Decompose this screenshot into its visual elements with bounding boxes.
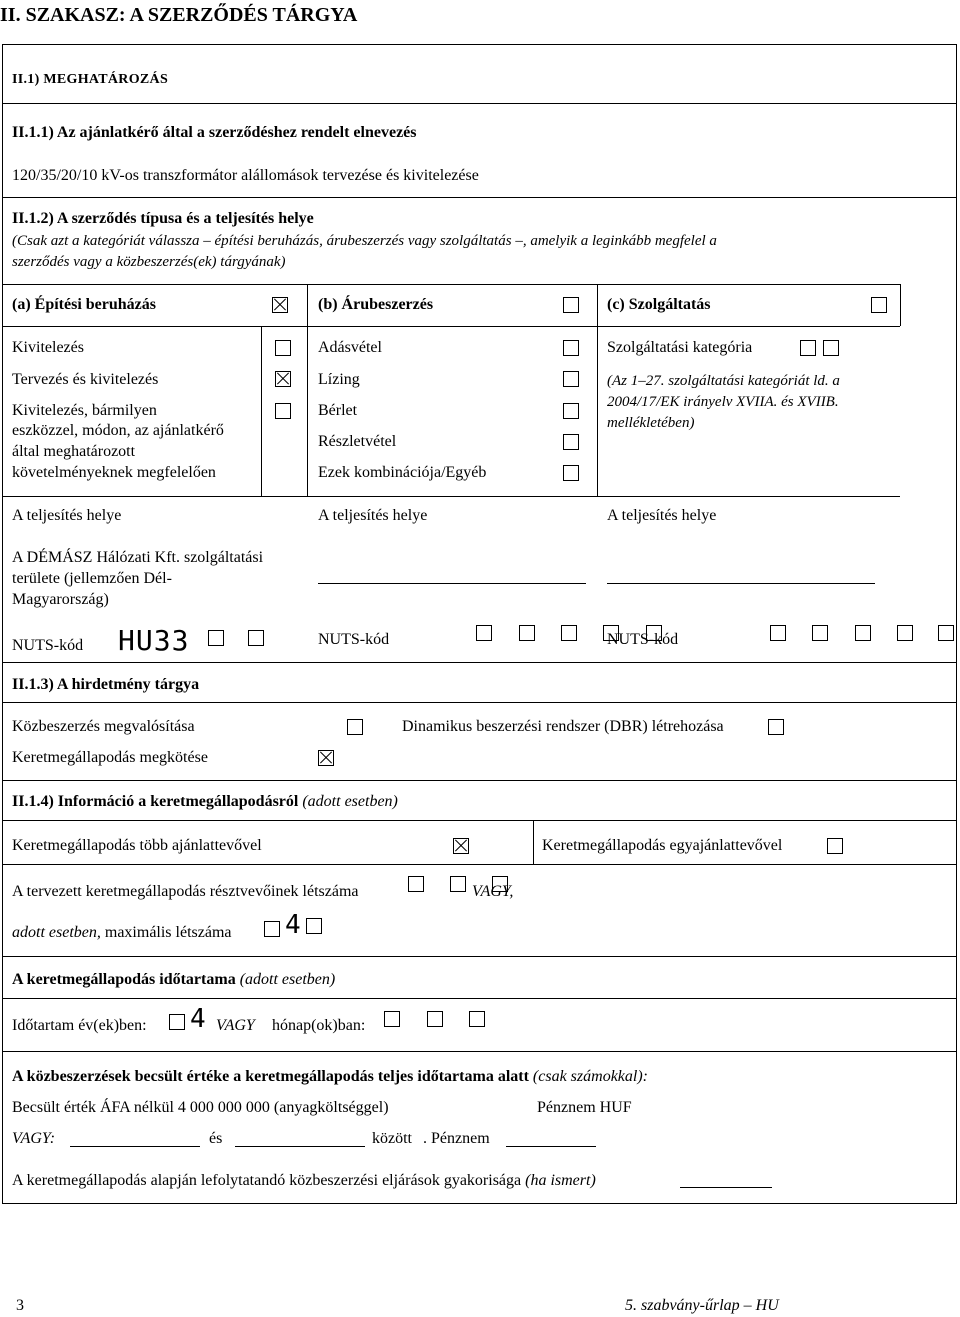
nuts-box[interactable] <box>770 625 786 641</box>
checkbox-works-checked[interactable] <box>272 297 288 313</box>
checkbox-dps[interactable] <box>768 719 784 735</box>
duration-box[interactable] <box>427 1011 443 1027</box>
divider <box>2 1051 957 1052</box>
max-box[interactable] <box>306 918 322 934</box>
range-to-input[interactable] <box>235 1146 365 1147</box>
duration-months-label: hónap(ok)ban: <box>272 1017 366 1034</box>
service-note-line: 2004/17/EK irányelv XVIIA. és XVIIB. <box>607 394 839 410</box>
divider <box>2 956 957 957</box>
supplies-item: Részletvétel <box>318 433 397 450</box>
checkbox-public-contract[interactable] <box>347 719 363 735</box>
service-category-box[interactable] <box>800 340 816 356</box>
frequency <box>12 1172 596 1190</box>
divider <box>2 820 957 821</box>
currency: Pénznem HUF <box>537 1099 632 1116</box>
col-b-title: (b) Árubeszerzés <box>318 296 434 313</box>
service-note-line: mellékletében) <box>607 415 695 431</box>
divider <box>2 103 957 104</box>
max-label: maximális létszáma <box>100 924 232 941</box>
max-box[interactable] <box>264 921 280 937</box>
section-title: II. SZAKASZ: A SZERZŐDÉS TÁRGYA <box>0 4 358 26</box>
supplies-item: Ezek kombinációja/Egyéb <box>318 464 487 481</box>
grid-line <box>307 284 308 496</box>
grid-line <box>261 326 262 496</box>
max-value: 4 <box>285 910 301 940</box>
nuts-box[interactable] <box>897 625 913 641</box>
duration-box[interactable] <box>384 1011 400 1027</box>
framework-single-label: Keretmegállapodás egyajánlattevővel <box>542 837 783 854</box>
divider <box>2 197 957 198</box>
place-label: A teljesítés helye <box>12 507 122 524</box>
supplies-item: Adásvétel <box>318 339 382 356</box>
checkbox-single[interactable] <box>827 838 843 854</box>
s114-heading-italic: (adott esetben) <box>298 793 398 810</box>
divider <box>2 780 957 781</box>
divider <box>2 662 957 663</box>
s113-heading: II.1.3) A hirdetmény tárgya <box>12 676 200 693</box>
range-from-input[interactable] <box>70 1146 200 1147</box>
nuts-box[interactable] <box>248 630 264 646</box>
grid-line <box>900 284 901 326</box>
nuts-label: NUTS-kód <box>12 637 84 654</box>
grid-line <box>533 820 534 864</box>
checkbox-lease[interactable] <box>563 371 579 387</box>
s111-value: 120/35/20/10 kV-os transzformátor alállomások tervezése és kivitelezése <box>12 167 479 184</box>
participants-box[interactable] <box>408 876 424 892</box>
checkbox-execution-any-means[interactable] <box>275 403 291 419</box>
col-a-title: (a) Építési beruházás <box>12 296 156 313</box>
value-heading <box>12 1068 648 1086</box>
place-input-line[interactable] <box>318 583 586 584</box>
page-number: 3 <box>16 1297 24 1314</box>
subsection-title: II.1) MEGHATÁROZÁS <box>12 72 169 87</box>
duration-or: VAGY <box>216 1017 255 1034</box>
range-currency: . Pénznem <box>423 1130 490 1147</box>
supplies-item: Lízing <box>318 371 360 388</box>
nuts-box[interactable] <box>519 625 535 641</box>
works-item-line: által meghatározott <box>12 443 136 460</box>
place-value-line: A DÉMÁSZ Hálózati Kft. szolgáltatási <box>12 549 264 566</box>
nuts-box[interactable] <box>938 625 954 641</box>
grid-line <box>2 284 900 285</box>
place-value-line: területe (jellemzően Dél- <box>12 570 172 587</box>
participants-box[interactable] <box>450 876 466 892</box>
notice-option: Közbeszerzés megvalósítása <box>12 718 195 735</box>
service-note-line: (Az 1–27. szolgáltatási kategóriát ld. a <box>607 373 840 389</box>
nuts-box[interactable] <box>812 625 828 641</box>
frequency-input[interactable] <box>680 1187 772 1188</box>
grid-line <box>2 496 900 497</box>
checkbox-rental[interactable] <box>563 403 579 419</box>
divider <box>2 998 957 999</box>
place-label: A teljesítés helye <box>607 507 717 524</box>
duration-heading-bold: A keretmegállapodás időtartama <box>12 971 236 988</box>
works-item: Tervezés és kivitelezés <box>12 371 159 388</box>
checkbox-services[interactable] <box>871 297 887 313</box>
s114-heading-bold: II.1.4) Információ a keretmegállapodásról <box>12 793 299 810</box>
supplies-item: Bérlet <box>318 402 358 419</box>
s114-heading <box>12 793 398 811</box>
place-label: A teljesítés helye <box>318 507 428 524</box>
duration-years-value: 4 <box>190 1004 206 1034</box>
range-currency-input[interactable] <box>506 1146 596 1147</box>
col-c-title: (c) Szolgáltatás <box>607 296 711 313</box>
max-participants <box>12 924 232 942</box>
duration-years-label: Időtartam év(ek)ben: <box>12 1017 147 1034</box>
nuts-value: HU33 <box>118 624 190 657</box>
s112-heading: II.1.2) A szerződés típusa és a teljesítés helye <box>12 210 314 227</box>
participants-label: A tervezett keretmegállapodás résztvevőinek létszáma <box>12 883 359 900</box>
participants-or: VAGY, <box>472 883 514 900</box>
duration-heading-italic: (adott esetben) <box>235 971 336 988</box>
notice-option: Dinamikus beszerzési rendszer (DBR) létrehozása <box>402 718 724 735</box>
grid-line <box>597 284 598 496</box>
divider <box>2 864 957 865</box>
grid-line <box>2 326 900 327</box>
checkbox-purchase[interactable] <box>563 340 579 356</box>
value-heading-italic: (csak számokkal): <box>528 1068 648 1085</box>
value-heading-bold: A közbeszerzések becsült értéke a keretmegállapodás teljes időtartama alatt <box>12 1068 529 1085</box>
nuts-box[interactable] <box>208 630 224 646</box>
max-italic: adott esetben, <box>12 924 101 941</box>
range-and: és <box>209 1130 223 1147</box>
framework-multi-label: Keretmegállapodás több ajánlattevővel <box>12 837 262 854</box>
range-between: között <box>372 1130 412 1147</box>
checkbox-multi-checked[interactable] <box>453 838 469 854</box>
nuts-box[interactable] <box>561 625 577 641</box>
service-category-box[interactable] <box>823 340 839 356</box>
s112-note: szerződés vagy a közbeszerzés(ek) tárgyának) <box>12 254 286 270</box>
service-category-label: Szolgáltatási kategória <box>607 339 753 356</box>
form-name: 5. szabvány-űrlap – HU <box>625 1297 779 1314</box>
nuts-label: NUTS-kód <box>607 631 679 648</box>
works-item: Kivitelezés <box>12 339 84 356</box>
frequency-italic: (ha ismert) <box>521 1172 596 1189</box>
frequency-label: A keretmegállapodás alapján lefolytatandó közbeszerzési eljárások gyakorisága <box>12 1172 522 1189</box>
checkbox-hire-purchase[interactable] <box>563 434 579 450</box>
nuts-box[interactable] <box>476 625 492 641</box>
nuts-box[interactable] <box>855 625 871 641</box>
checkbox-design-execution-checked[interactable] <box>275 371 291 387</box>
duration-box[interactable] <box>469 1011 485 1027</box>
checkbox-framework-checked[interactable] <box>318 750 334 766</box>
works-item-line: Kivitelezés, bármilyen <box>12 402 157 419</box>
s111-heading: II.1.1) Az ajánlatkérő által a szerződéshez rendelt elnevezés <box>12 124 417 141</box>
works-item-line: követelményeknek megfelelően <box>12 464 216 481</box>
place-input-line[interactable] <box>607 583 875 584</box>
divider <box>2 702 957 703</box>
checkbox-supplies[interactable] <box>563 297 579 313</box>
checkbox-execution[interactable] <box>275 340 291 356</box>
range-or: VAGY: <box>12 1130 56 1147</box>
notice-option: Keretmegállapodás megkötése <box>12 749 208 766</box>
works-item-line: eszközzel, módon, az ajánlatkérő <box>12 422 224 439</box>
duration-box[interactable] <box>169 1014 185 1030</box>
nuts-label: NUTS-kód <box>318 631 390 648</box>
duration-heading <box>12 971 335 989</box>
place-value-line: Magyarország) <box>12 591 109 608</box>
estimated-value: Becsült érték ÁFA nélkül 4 000 000 000 (anyagköltséggel) <box>12 1099 389 1116</box>
checkbox-combination[interactable] <box>563 465 579 481</box>
s112-note: (Csak azt a kategóriát válassza – építési beruházás, árubeszerzés vagy szolgáltatás –, amelyik a leginkább megfelel a <box>12 233 717 249</box>
